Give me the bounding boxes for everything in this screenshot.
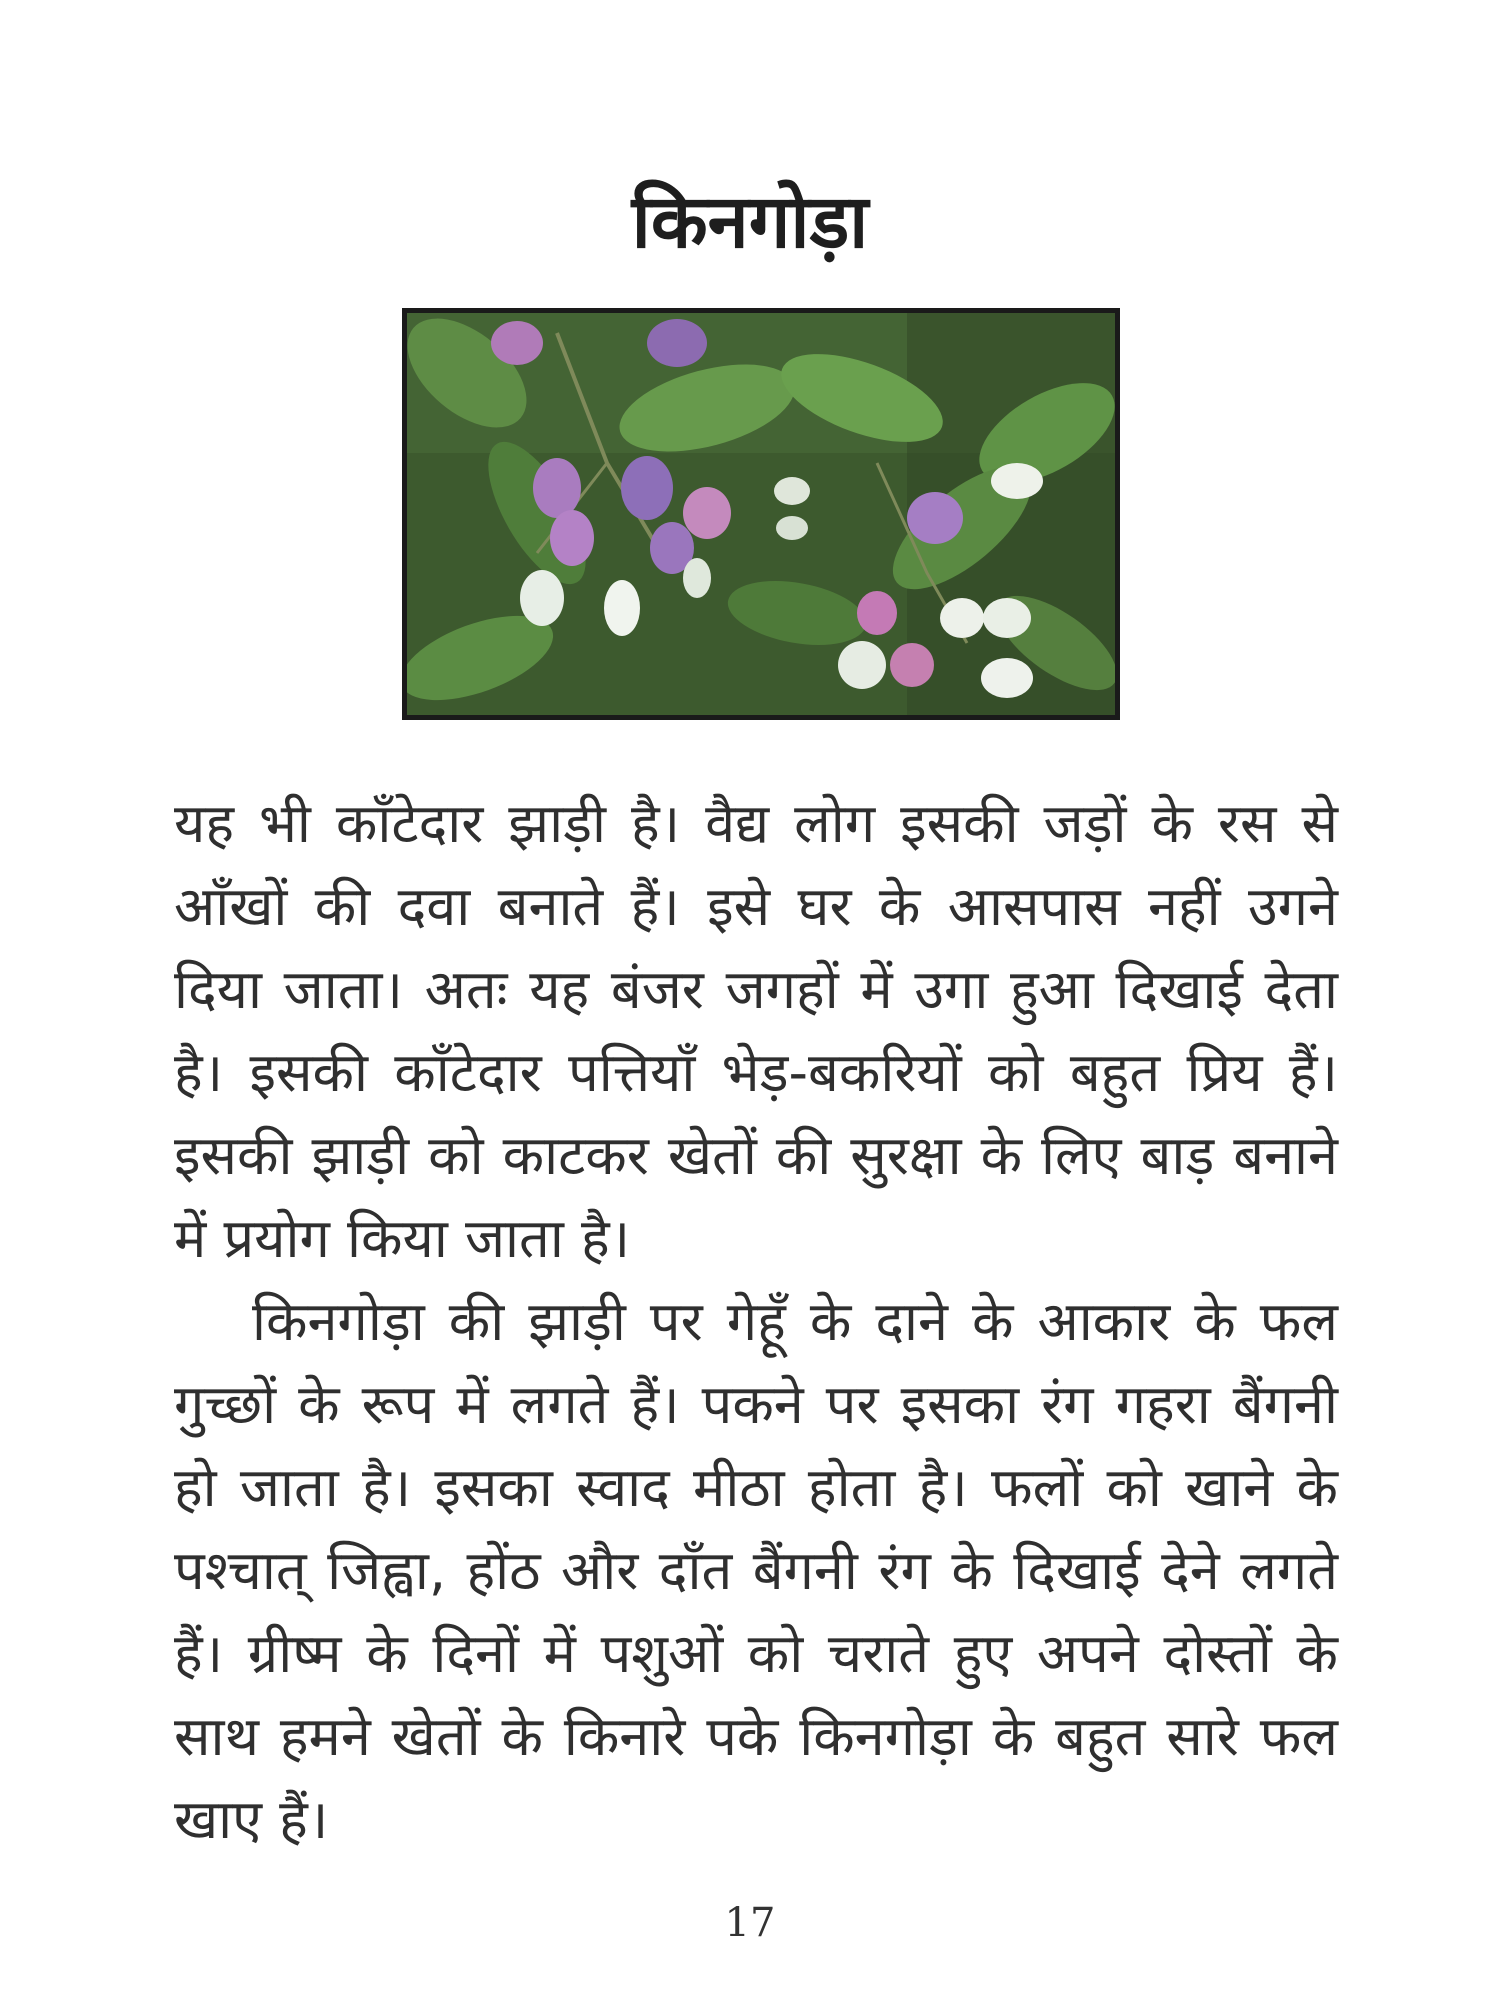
berry-photo (402, 308, 1120, 720)
paragraph-1: यह भी काँटेदार झाड़ी है। वैद्य लोग इसकी जड़ों के रस से आँखों की दवा बनाते हैं। इसे घर के आसपास नहीं उगने दिया जाता। अतः यह बंजर जगहों में उगा हुआ दिखाई देता है। इसकी काँटेदार पत्तियाँ भेड़-बकरियों को बहुत प्रिय हैं। इसकी झाड़ी को काटकर खेतों की सुरक्षा के लिए बाड़ बनाने में प्रयोग किया जाता है। (174, 792, 1338, 1270)
paragraph-2: किनगोड़ा की झाड़ी पर गेहूँ के दाने के आकार के फल गुच्छों के रूप में लगते हैं। पकने पर इसका रंग गहरा बैंगनी हो जाता है। इसका स्वाद मीठा होता है। फलों को खाने के पश्चात् जिह्वा, होंठ और दाँत बैंगनी रंग के दिखाई देने लगते हैं। ग्रीष्म के दिनों में पशुओं को चराते हुए अपने दोस्तों के साथ हमने खेतों के किनारे पके किनगोड़ा के बहुत सारे फल खाए हैं। (174, 1290, 1339, 1851)
page-number: 17 (724, 1900, 776, 1946)
berry-illustration (407, 313, 1115, 715)
page-title: किनगोड़ा (631, 179, 869, 265)
body-text (174, 782, 1338, 1861)
